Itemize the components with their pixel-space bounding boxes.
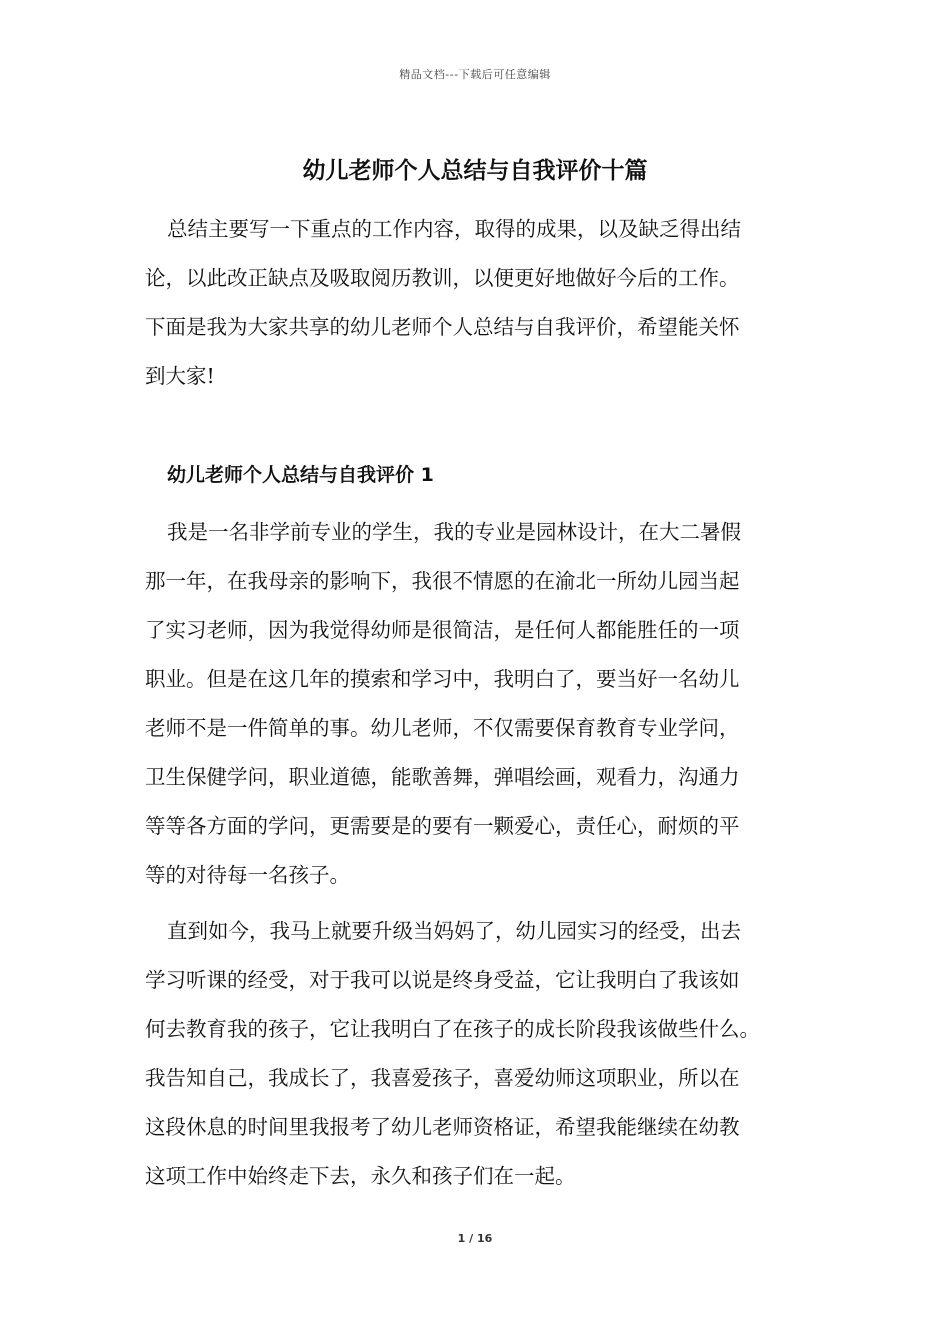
paragraph-line: 等等各方面的学问，更需要是的要有一颗爱心，责任心，耐烦的平	[145, 814, 740, 838]
body-paragraph-2	[145, 907, 815, 1201]
blank-line	[145, 401, 815, 451]
paragraph-line: 那一年，在我母亲的影响下，我很不情愿的在渝北一所幼儿园当起	[145, 569, 740, 593]
paragraph-line: 卫生保健学问，职业道德，能歌善舞，弹唱绘画，观看力，沟通力	[145, 765, 740, 789]
section-heading: 幼儿老师个人总结与自我评价 1	[167, 464, 434, 486]
intro-paragraph	[145, 205, 815, 401]
paragraph-line: 职业。但是在这几年的摸索和学习中，我明白了，要当好一名幼儿	[145, 667, 740, 691]
paragraph-line: 等的对待每一名孩子。	[145, 863, 350, 887]
intro-line: 下面是我为大家共享的幼儿老师个人总结与自我评价，希望能关怀	[145, 315, 740, 339]
paragraph-line: 了实习老师，因为我觉得幼师是很简洁，是任何人都能胜任的一项	[145, 618, 740, 642]
intro-line: 总结主要写一下重点的工作内容，取得的成果，以及缺乏得出结	[167, 217, 741, 241]
paragraph-line: 何去教育我的孩子，它让我明白了在孩子的成长阶段我该做些什么。	[145, 1017, 760, 1041]
paragraph-line: 我告知自己，我成长了，我喜爱孩子，喜爱幼师这项职业，所以在	[145, 1066, 740, 1090]
intro-line: 论，以此改正缺点及吸取阅历教训，以便更好地做好今后的工作。	[145, 266, 740, 290]
paragraph-line: 直到如今，我马上就要升级当妈妈了，幼儿园实习的经受，出去	[167, 919, 741, 943]
document-title: 幼儿老师个人总结与自我评价十篇	[302, 158, 648, 184]
document-body	[145, 205, 815, 1201]
paragraph-line: 学习听课的经受，对于我可以说是终身受益，它让我明白了我该如	[145, 968, 740, 992]
paragraph-line: 我是一名非学前专业的学生，我的专业是园林设计，在大二暑假	[167, 520, 741, 544]
page-header-note: 精品文档---下载后可任意编辑	[399, 68, 551, 81]
body-paragraph-1	[145, 508, 815, 900]
paragraph-line: 老师不是一件简单的事。幼儿老师，不仅需要保育教育专业学问，	[145, 716, 740, 740]
page-number: 1 / 16	[457, 1232, 493, 1245]
intro-line: 到大家!	[145, 364, 215, 388]
paragraph-line: 这段休息的时间里我报考了幼儿老师资格证，希望我能继续在幼教	[145, 1115, 740, 1139]
paragraph-line: 这项工作中始终走下去，永久和孩子们在一起。	[145, 1164, 576, 1188]
